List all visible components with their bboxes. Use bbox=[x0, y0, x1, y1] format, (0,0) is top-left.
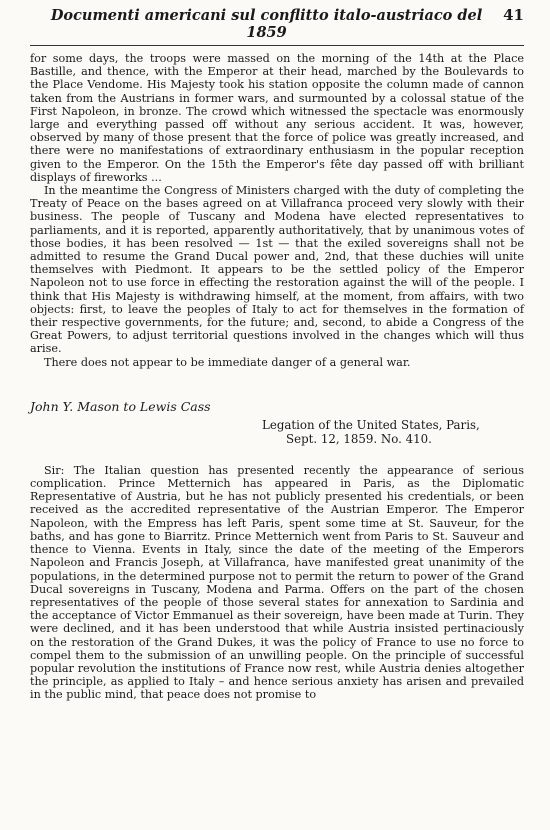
paragraph-1: for some days, the troops were massed on the morning of the 14th at the Place Bastille, and thence, with the Emperor at their head, marched by the Boulevards to the Place Vendome. His Majesty took his station opposite the column made of cannon taken from the Austrians in former wars, and surmounted by a colossal statue of the First Napoleon, in bronze. The crowd which witnessed the spectacle was enormously large and everything passed off without any serious accident. It was, however, observed by many of those present that the force of police was greatly increased, and there were no manifestations of extraordinary enthusiasm in the popular reception given to the Emperor. On the 15th the Emperor's fête day passed off with brilliant displays of fireworks ... bbox=[30, 52, 524, 184]
letter-heading: John Y. Mason to Lewis Cass bbox=[30, 398, 211, 414]
dateline-date: Sept. 12, 1859. No. 410. bbox=[286, 431, 432, 446]
paragraph-2: In the meantime the Congress of Ministers charged with the duty of completing the Treaty of Peace on the bases agreed on at Villafranca proceed very slowly with their business. The people of Tuscany and Modena have elected representatives to parliaments, and it is reported, apparently authoritatively, that by unanimous votes of those bodies, it has been resolved — 1st — that the exiled sovereigns shall not be admitted to resume the Grand Ducal power and, 2nd, that these duchies will unite themselves with Piedmont. It appears to be the settled policy of the Emperor Napoleon not to use force in effecting the restoration against the will of the people. I think that His Majesty is withdrawing himself, at the moment, from affairs, with two objects: first, to leave the peoples of Italy to act for themselves in the formation of their respective governments, for the future; and, second, to abide a Congress of the Great Powers, to adjust territorial questions involved in the changes which will thus arise. bbox=[30, 184, 524, 356]
dateline-place: Legation of the United States, Paris, bbox=[262, 417, 480, 432]
paragraph-3: There does not appear to be immediate danger of a general war. bbox=[44, 355, 411, 369]
letter-body: Sir: The Italian question has presented recently the appearance of serious complication. Prince Metternich has appeared in Paris, as the Diplomatic Representative of Austria, but he has not publicly presented his credentials, or been received as the accredited representative of the Austrian Emperor. The Emperor Napoleon, with the Empress has left Paris, spent some time at St. Sauveur, for the baths, and has gone to Biarritz. Prince Metternich went from Paris to St. Sauveur and thence to Vienna. Events in Italy, since the date of the meeting of the Emperors Napoleon and Francis Joseph, at Villafranca, have manifested great unanimity of the populations, in the determined purpose not to permit the return to power of the Grand Ducal sovereigns in Tuscany, Modena and Parma. Offers on the part of the chosen representatives of the people of those several states for annexation to Sardinia and the acceptance of Victor Emmanuel as their sovereign, have been made at Turin. They were declined, and it has been understood that while Austria insisted pertinaciously on the restoration of the Grand Dukes, it was the policy of France to use no force to compel them to the submission of an unwilling people. On the principle of successful popular revolution the institutions of France now rest, while Austria denies altogether the principle, as applied to Italy – and hence serious anxiety has arisen and prevailed in the public mind, that peace does not promise to bbox=[30, 463, 524, 702]
running-title: Documenti americani sul conflitto italo-austriaco del 1859 bbox=[50, 7, 483, 41]
running-header bbox=[30, 6, 524, 46]
page-number: 41 bbox=[503, 6, 524, 24]
letter-dateline bbox=[262, 418, 524, 446]
